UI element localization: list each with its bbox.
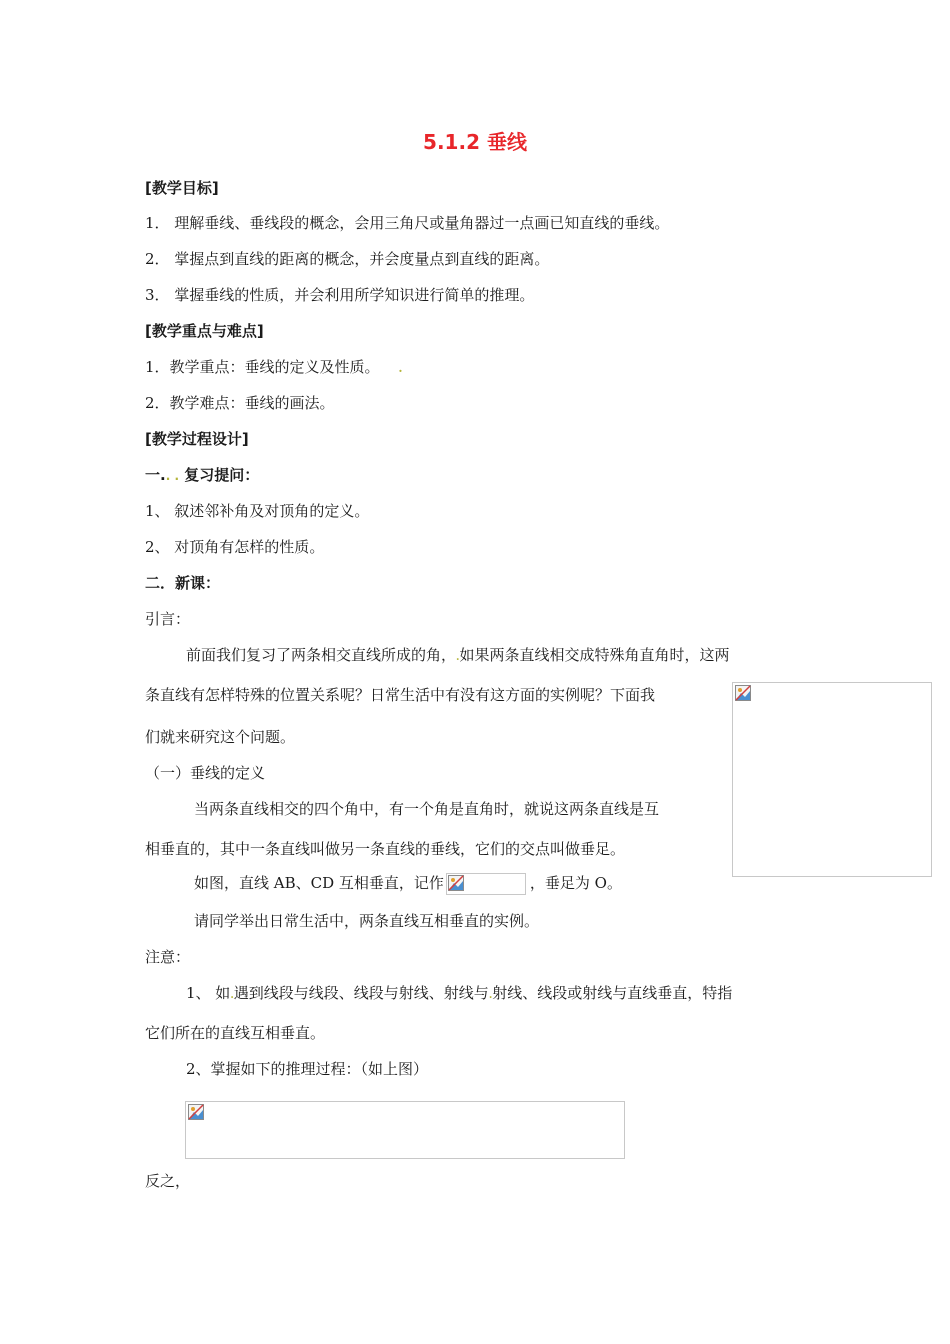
broken-image-icon	[188, 1104, 204, 1120]
broken-image-icon	[448, 875, 464, 891]
note-label: 注意：	[145, 948, 191, 966]
review-heading-text: 复习提问：	[184, 466, 260, 484]
example-request: 请同学举出日常生活中，两条直线互相垂直的实例。	[194, 912, 540, 930]
review-heading	[145, 465, 259, 486]
key-point-text: 1．教学重点：垂线的定义及性质。	[145, 358, 380, 376]
example-text-after: ，垂足为 O。	[529, 874, 622, 892]
note-text: 1、 如	[186, 984, 231, 1002]
goals-heading: [教学目标]	[145, 179, 219, 197]
note-text: 遇到线段与线段、线段与射线、射线与	[233, 984, 489, 1002]
definition-heading: （一）垂线的定义	[145, 764, 266, 782]
example-text-before: 如图，直线 AB、CD 互相垂直，记作	[194, 874, 444, 892]
intro-paragraph-line	[186, 645, 730, 668]
reasoning-process-image	[185, 1101, 625, 1159]
note-text: 射线、线段或射线与直线垂直，特指	[492, 984, 733, 1002]
goal-item: 3． 掌握垂线的性质，并会利用所学知识进行简单的推理。	[145, 286, 535, 304]
intro-text: 前面我们复习了两条相交直线所成的角，	[186, 646, 457, 664]
review-item: 1、 叙述邻补角及对顶角的定义。	[145, 502, 370, 520]
page-title: 5.1.2 垂线	[423, 130, 527, 154]
process-heading: [教学过程设计]	[145, 430, 249, 448]
intro-label: 引言：	[145, 610, 191, 628]
key-point-item: 2．教学难点：垂线的画法。	[145, 394, 335, 412]
stray-dot: .	[488, 990, 493, 1001]
review-heading-prefix: 一.	[145, 466, 166, 484]
notation-formula-image	[446, 873, 526, 895]
intro-text: 如果两条直线相交成特殊角直角时，这两	[459, 646, 730, 664]
intro-paragraph-line: 们就来研究这个问题。	[145, 728, 296, 746]
key-heading: [教学重点与难点]	[145, 322, 264, 340]
key-point-item	[145, 357, 403, 378]
note-item: 2、掌握如下的推理过程：（如上图）	[186, 1060, 429, 1078]
converse-label: 反之，	[145, 1172, 191, 1190]
definition-line: 当两条直线相交的四个角中，有一个角是直角时，就说这两条直线是互	[194, 800, 660, 818]
goal-item: 1． 理解垂线、垂线段的概念，会用三角尺或量角器过一点画已知直线的垂线。	[145, 214, 670, 232]
note-item	[186, 983, 732, 1006]
stray-dot: .	[456, 652, 460, 663]
stray-dot: .	[398, 361, 403, 375]
goal-item: 2． 掌握点到直线的距离的概念，并会度量点到直线的距离。	[145, 250, 550, 268]
perpendicular-figure-image	[732, 682, 932, 877]
new-lesson-heading: 二．新课：	[145, 574, 221, 592]
intro-paragraph-line: 条直线有怎样特殊的位置关系呢？日常生活中有没有这方面的实例呢？下面我	[145, 686, 656, 704]
stray-dot: . .	[165, 469, 179, 483]
broken-image-icon	[735, 685, 751, 701]
note-item-continued: 它们所在的直线互相垂直。	[145, 1024, 326, 1042]
stray-dot: .	[230, 990, 234, 1001]
example-line	[194, 873, 622, 895]
review-item: 2、 对顶角有怎样的性质。	[145, 538, 325, 556]
definition-line: 相垂直的，其中一条直线叫做另一条直线的垂线，它们的交点叫做垂足。	[145, 840, 626, 858]
